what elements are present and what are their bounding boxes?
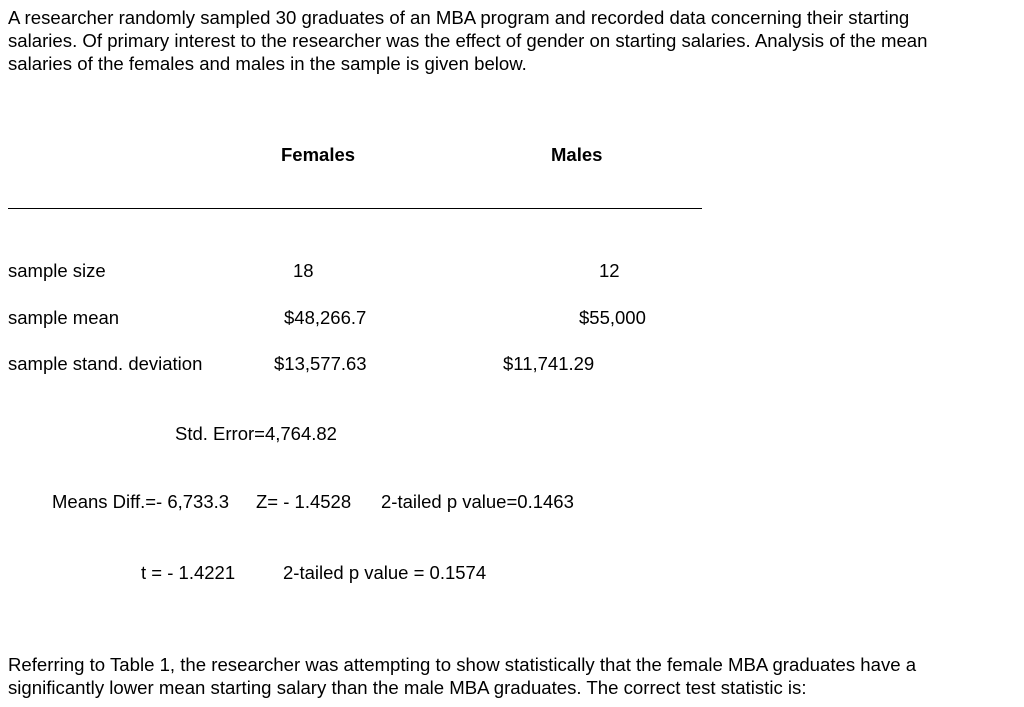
males-sample-mean: $55,000 [579,307,646,328]
males-sample-size: 12 [599,260,620,281]
row-label-sample-mean: sample mean [8,307,120,328]
question-text [8,653,1018,699]
problem-intro [8,6,1013,75]
means-difference: Means Diff.=- 6,733.3 [52,491,230,512]
females-sample-size: 18 [293,260,314,281]
males-sample-sd: $11,741.29 [503,353,595,374]
z-p-value: 2-tailed p value=0.1463 [381,491,574,512]
row-label-sample-size: sample size [8,260,106,281]
std-error: Std. Error=4,764.82 [175,423,337,444]
question-line: significantly lower mean starting salary than the male MBA graduates. The correct test statistic is: [8,677,807,698]
z-statistic: Z= - 1.4528 [256,491,352,512]
column-header-females: Females [281,144,356,165]
t-p-value: 2-tailed p value = 0.1574 [283,562,487,583]
t-statistic: t = - 1.4221 [141,562,236,583]
intro-line: A researcher randomly sampled 30 graduates of an MBA program and recorded data concerning their starting [8,7,910,28]
females-sample-mean: $48,266.7 [284,307,367,328]
females-sample-sd: $13,577.63 [274,353,367,374]
intro-line: salaries of the females and males in the sample is given below. [8,53,527,74]
column-header-males: Males [551,144,603,165]
row-label-sample-sd: sample stand. deviation [8,353,203,374]
intro-line: salaries. Of primary interest to the researcher was the effect of gender on starting salaries. Analysis of the mean [8,30,928,51]
table-header-rule [8,208,702,209]
question-line: Referring to Table 1, the researcher was attempting to show statistically that the female MBA graduates have a [8,654,917,675]
